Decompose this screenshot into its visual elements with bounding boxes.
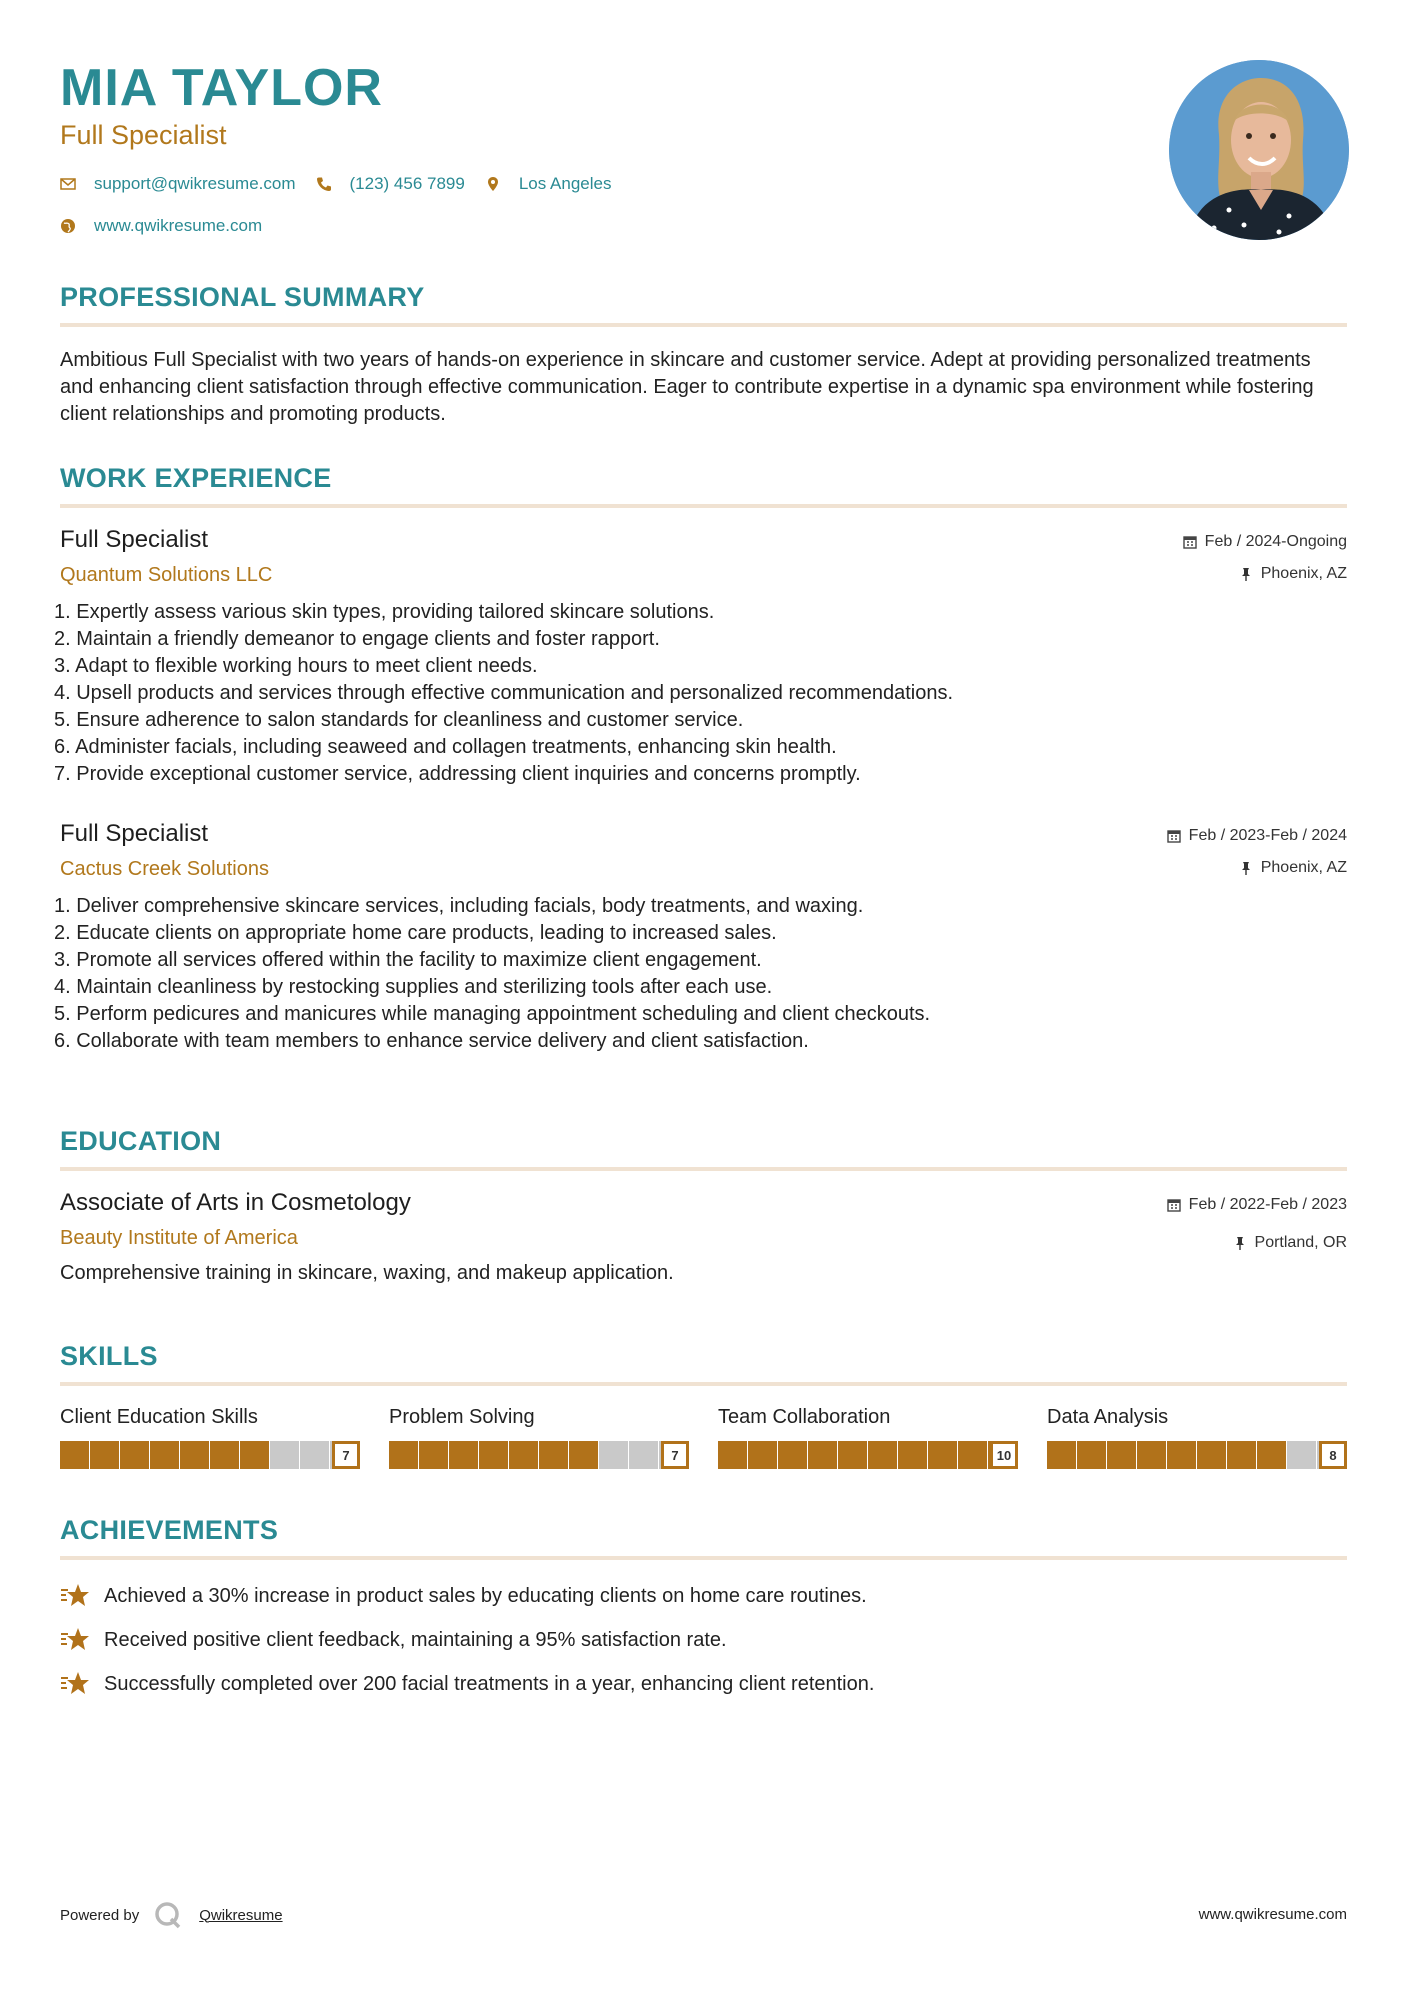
skill-segment-filled [150,1441,179,1469]
section-divider [60,1167,1347,1171]
website-link[interactable]: www.qwikresume.com [94,216,263,235]
candidate-name: MIA TAYLOR [60,59,383,117]
skill-segment-filled [778,1441,807,1469]
achievements-heading: ACHIEVEMENTS [60,1515,279,1545]
education-location: Portland, OR [1254,1234,1347,1251]
list-item: 4. Maintain cleanliness by restocking supplies and sterilizing tools after each use. [54,976,773,998]
skill-segment-filled [389,1441,418,1469]
job-meta [1183,532,1347,596]
email-link[interactable]: support@qwikresume.com [94,174,296,193]
skill-item [718,1406,1018,1469]
skill-segment-filled [1047,1441,1076,1469]
job-entry [54,526,1347,788]
job-company: Quantum Solutions LLC [60,564,273,586]
skill-segment-empty [270,1441,299,1469]
calendar-icon [1167,1198,1181,1212]
job-location: Phoenix, AZ [1260,565,1347,582]
skill-segment-filled [868,1441,897,1469]
pushpin-icon [1233,1236,1247,1250]
qwikresume-logo-icon [153,1900,183,1930]
skill-segment-filled [898,1441,927,1469]
phone-number[interactable]: (123) 456 7899 [349,174,465,193]
job-bullets [54,893,1347,1055]
skill-level-bar [1047,1441,1347,1469]
skill-segment-filled [718,1441,747,1469]
job-title: Full Specialist [60,820,209,847]
list-item: 4. Upsell products and services through effective communication and personalized recommendations. [54,682,954,704]
skill-segment-filled [1077,1441,1106,1469]
skill-item [389,1406,689,1469]
achievement-item [60,1618,1347,1662]
list-item: 6. Administer facials, including seaweed and collagen treatments, enhancing skin health. [54,736,837,758]
job-meta [1167,826,1347,890]
map-pin-icon [485,176,501,192]
skill-item [1047,1406,1347,1469]
education-heading: EDUCATION [60,1126,222,1156]
job-location: Phoenix, AZ [1260,859,1347,876]
skill-segment-filled [240,1441,269,1469]
section-divider [60,1556,1347,1560]
skill-segment-empty [300,1441,329,1469]
skill-segment-filled [748,1441,777,1469]
skills-heading: SKILLS [60,1341,158,1371]
skill-segment-empty [1287,1441,1316,1469]
list-item: 2. Educate clients on appropriate home care products, leading to increased sales. [54,922,777,944]
job-bullets [54,599,1347,788]
list-item: 2. Maintain a friendly demeanor to engage clients and foster rapport. [54,628,660,650]
skill-level-badge: 8 [1319,1441,1347,1469]
skill-segment-filled [808,1441,837,1469]
degree-title: Associate of Arts in Cosmetology [60,1189,411,1216]
skill-segment-filled [838,1441,867,1469]
school-name: Beauty Institute of America [60,1227,298,1249]
envelope-icon [60,176,76,192]
skill-name: Data Analysis [1047,1406,1169,1428]
education-meta [1167,1195,1347,1265]
skill-segment-filled [419,1441,448,1469]
skill-level-badge: 10 [990,1441,1018,1469]
contact-info [60,172,631,256]
footer-website-link[interactable]: www.qwikresume.com [1198,1906,1347,1923]
calendar-icon [1183,535,1197,549]
skill-segment-filled [120,1441,149,1469]
skill-segment-filled [90,1441,119,1469]
list-item: 7. Provide exceptional customer service, addressing client inquiries and concerns promptly. [54,763,861,785]
pushpin-icon [1239,861,1253,875]
skill-name: Problem Solving [389,1406,535,1428]
education-description: Comprehensive training in skincare, waxing, and makeup application. [60,1262,674,1284]
skill-segment-filled [60,1441,89,1469]
skill-segment-filled [1227,1441,1256,1469]
achievement-text: Achieved a 30% increase in product sales by educating clients on home care routines. [104,1584,867,1607]
powered-by-label: Powered by [60,1906,140,1924]
skill-segment-filled [449,1441,478,1469]
job-entry [54,820,1347,1055]
skill-segment-filled [1107,1441,1136,1469]
star-icon [60,1581,90,1611]
list-item: 6. Collaborate with team members to enhance service delivery and client satisfaction. [54,1030,809,1052]
education-dates: Feb / 2022-Feb / 2023 [1188,1196,1347,1213]
footer-powered-by [60,1900,283,1930]
summary-text: Ambitious Full Specialist with two years of hands-on experience in skincare and customer service. Adept at providing personalized treatments and enhancing client satisfaction through effective communication. Eager to contribute expertise in a dynamic spa environment while fostering client relationships and promoting products. [60,349,1314,425]
skill-segment-filled [180,1441,209,1469]
skill-level-badge: 7 [332,1441,360,1469]
skill-segment-filled [539,1441,568,1469]
achievements-list [60,1574,1347,1706]
profile-photo [1169,60,1349,240]
education-section [60,1126,1347,1287]
skill-segment-filled [1167,1441,1196,1469]
skills-list [60,1406,1347,1469]
star-icon [60,1669,90,1699]
skill-name: Client Education Skills [60,1406,258,1428]
job-dates: Feb / 2024-Ongoing [1204,533,1347,550]
list-item: 3. Promote all services offered within the facility to maximize client engagement. [54,949,762,971]
candidate-role: Full Specialist [60,120,227,150]
achievement-text: Received positive client feedback, maintaining a 95% satisfaction rate. [104,1628,727,1651]
achievement-item [60,1662,1347,1706]
skill-segment-filled [958,1441,987,1469]
skill-level-bar [60,1441,360,1469]
job-dates: Feb / 2023-Feb / 2024 [1188,827,1347,844]
skill-level-bar [718,1441,1018,1469]
skill-segment-filled [210,1441,239,1469]
skill-level-bar [389,1441,689,1469]
skill-segment-filled [569,1441,598,1469]
skill-segment-filled [509,1441,538,1469]
skills-section [60,1341,1347,1469]
skill-segment-filled [928,1441,957,1469]
skill-segment-filled [479,1441,508,1469]
section-divider [60,323,1347,327]
list-item: 5. Ensure adherence to salon standards for cleanliness and customer service. [54,709,744,731]
achievements-section [60,1515,1347,1706]
list-item: 1. Expertly assess various skin types, providing tailored skincare solutions. [54,601,715,623]
skill-level-badge: 7 [661,1441,689,1469]
skill-segment-empty [629,1441,658,1469]
experience-section [54,463,1347,1055]
job-title: Full Specialist [60,526,209,553]
list-item: 3. Adapt to flexible working hours to meet client needs. [54,655,538,677]
skill-segment-filled [1197,1441,1226,1469]
location-text: Los Angeles [518,174,612,193]
section-divider [60,504,1347,508]
experience-heading: WORK EXPERIENCE [60,463,332,493]
globe-icon [60,218,76,234]
job-company: Cactus Creek Solutions [60,858,269,880]
achievement-item [60,1574,1347,1618]
list-item: 5. Perform pedicures and manicures while managing appointment scheduling and client checkouts. [54,1003,931,1025]
skill-name: Team Collaboration [718,1406,891,1428]
summary-heading: PROFESSIONAL SUMMARY [60,282,425,312]
pushpin-icon [1239,567,1253,581]
education-entry [60,1189,1347,1287]
skill-segment-filled [1257,1441,1286,1469]
summary-section [60,282,1347,428]
qwikresume-link[interactable]: Qwikresume [199,1906,283,1924]
skill-segment-filled [1137,1441,1166,1469]
list-item: 1. Deliver comprehensive skincare services, including facials, body treatments, and waxing. [54,895,864,917]
achievement-text: Successfully completed over 200 facial treatments in a year, enhancing client retention. [104,1672,875,1695]
skill-item [60,1406,360,1469]
star-icon [60,1625,90,1655]
phone-icon [316,176,332,192]
section-divider [60,1382,1347,1386]
skill-segment-empty [599,1441,628,1469]
calendar-icon [1167,829,1181,843]
